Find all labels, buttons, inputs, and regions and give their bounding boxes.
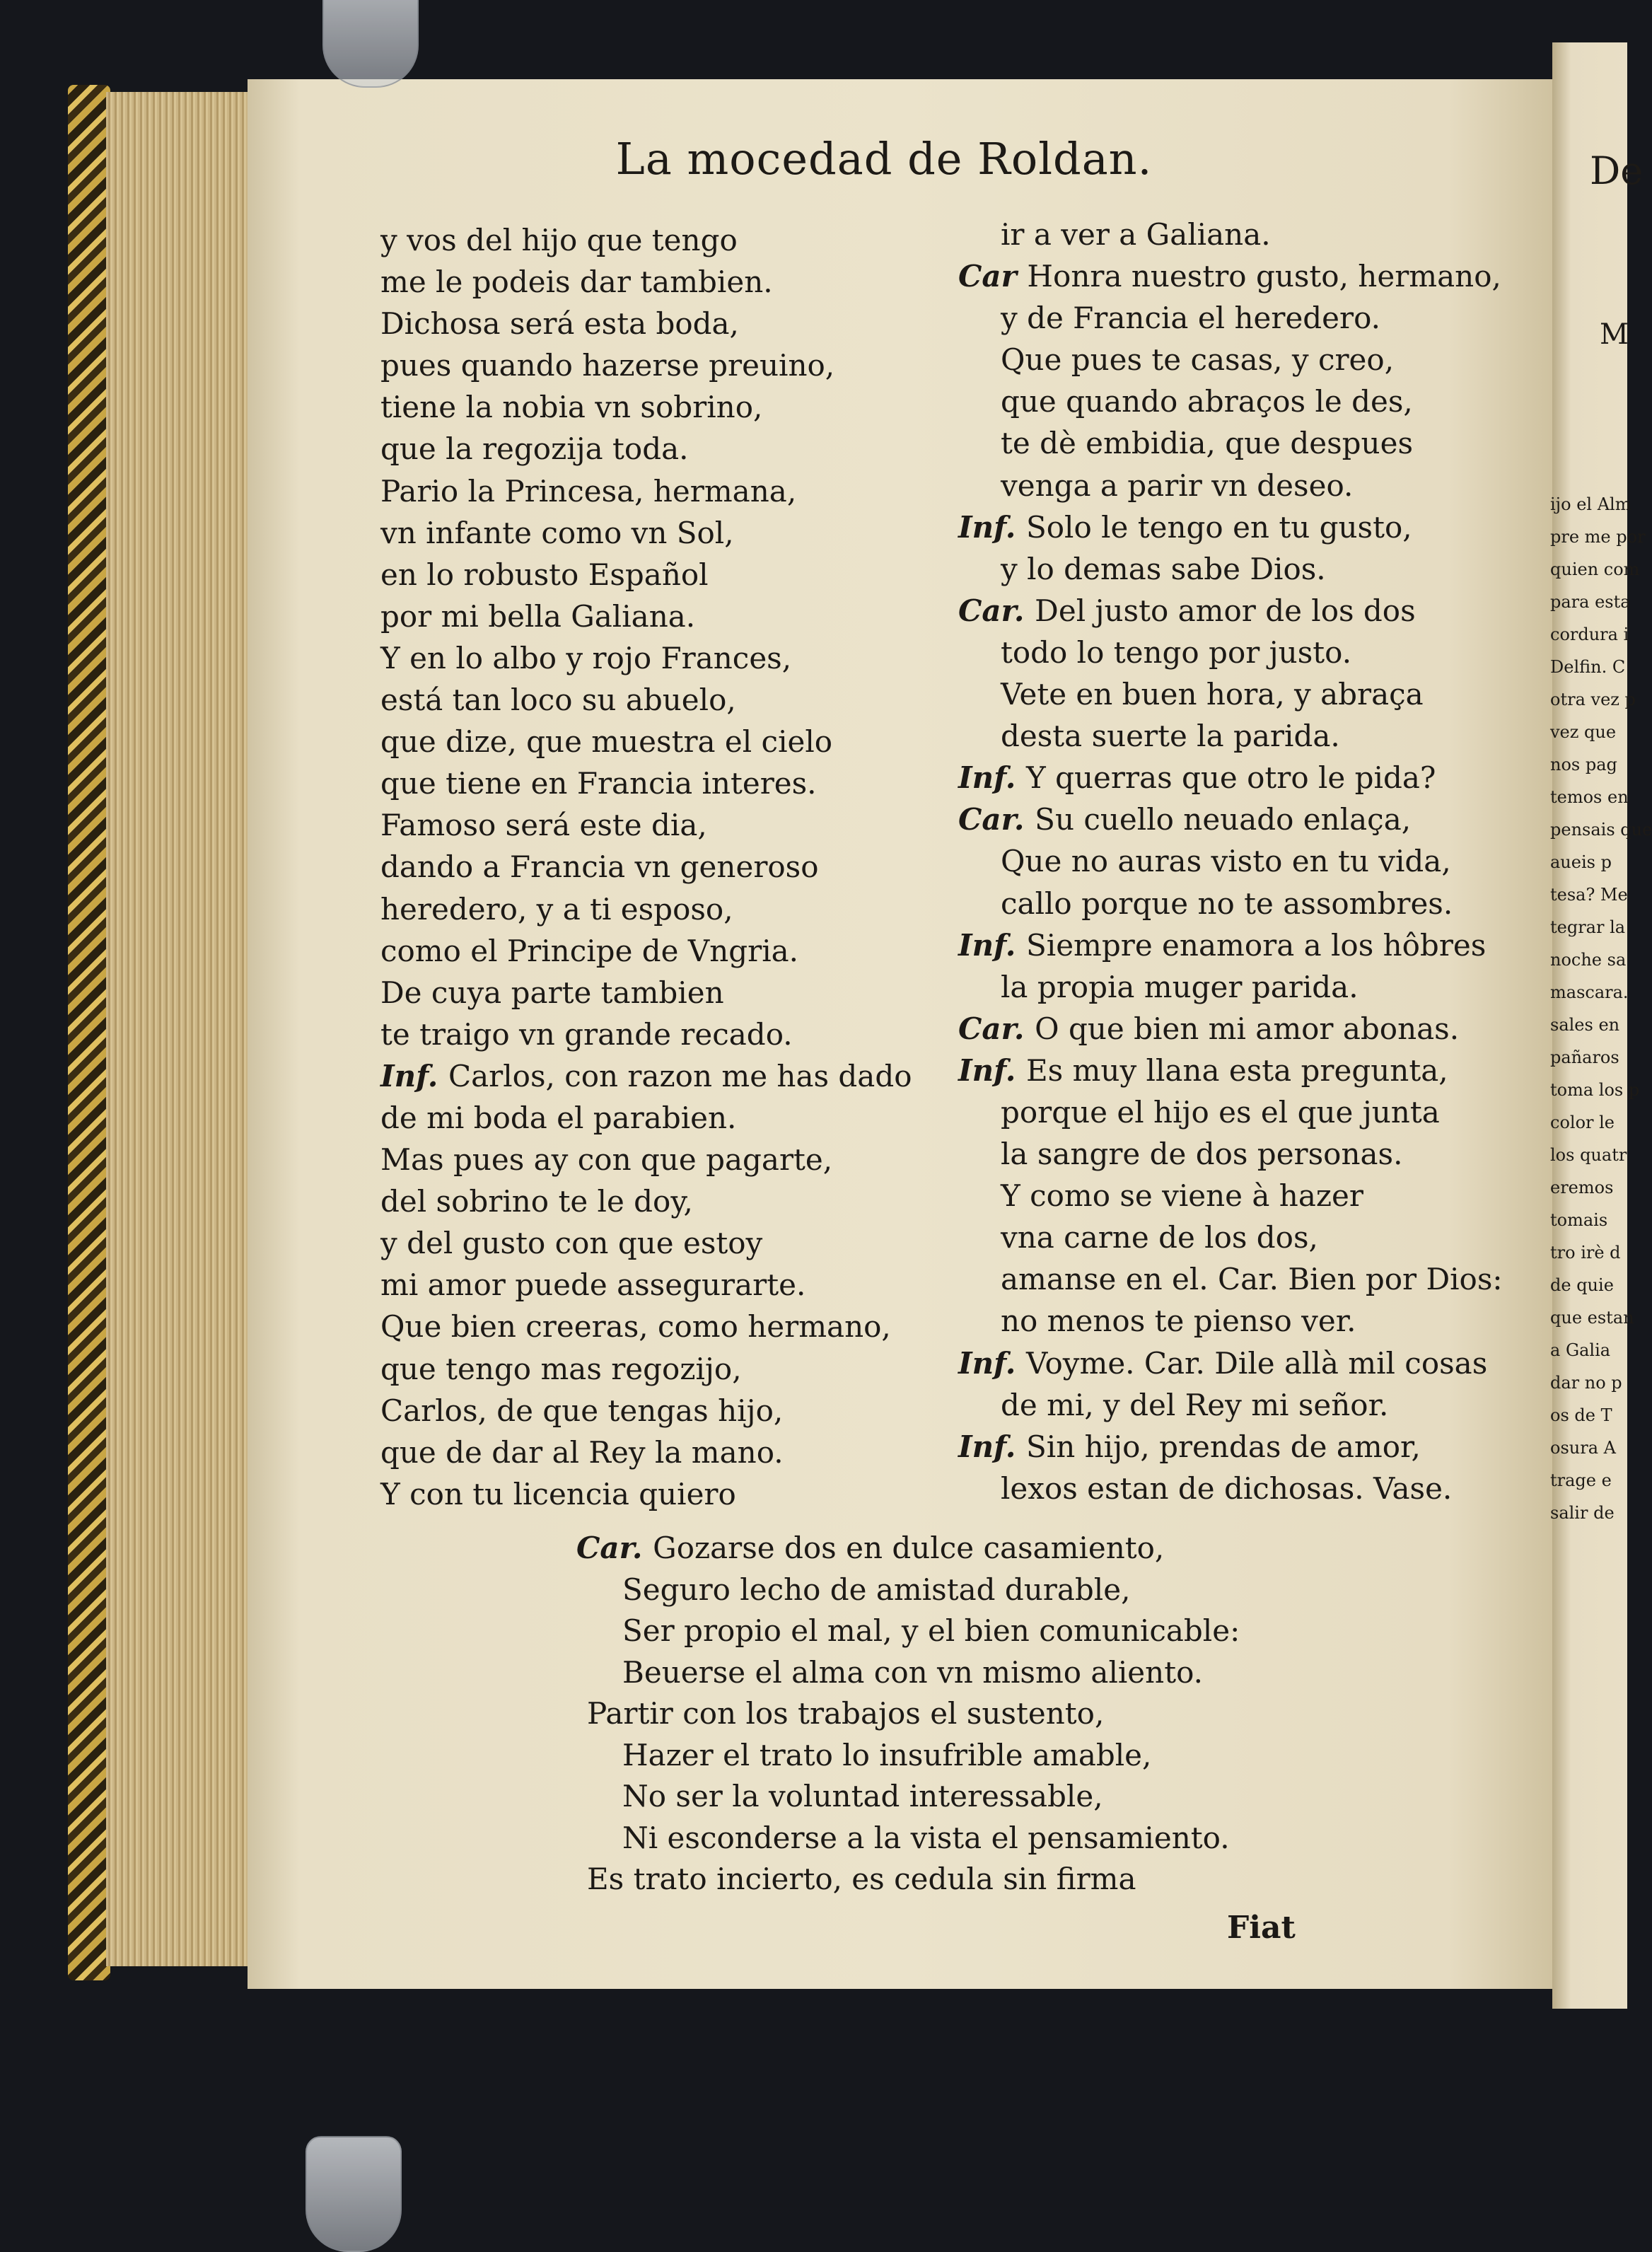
fragment-line: vez que (1550, 722, 1617, 742)
verse-text: Sin hijo, prendas de amor, (1026, 1429, 1421, 1464)
verse-line (380, 303, 912, 344)
verse-text: vn infante como vn Sol, (380, 515, 734, 550)
fragment-line: quien com (1550, 559, 1640, 579)
verse-line (380, 1306, 912, 1347)
verse-line (576, 1528, 1240, 1569)
right-column (958, 214, 1503, 1509)
verse-line (380, 721, 912, 762)
verse-text: Dichosa será esta boda, (380, 306, 739, 342)
verse-text: que la regozija toda. (380, 431, 689, 467)
verse-line (380, 386, 912, 428)
verse-line (958, 1133, 1503, 1175)
verse-text: dando a Francia vn generoso (380, 849, 819, 885)
verse-line (380, 637, 912, 679)
left-column (380, 219, 912, 1515)
speaker-label: Car. (958, 802, 1035, 837)
verse-text: Hazer el trato lo insufrible amable, (622, 1737, 1152, 1772)
verse-text: amanse en el. Car. Bien por Dios: (1001, 1262, 1503, 1297)
verse-line (958, 715, 1503, 757)
verse-text: tiene la nobia vn sobrino, (380, 390, 763, 425)
verse-line (958, 339, 1503, 381)
verse-text: Siempre enamora a los hôbres (1026, 927, 1487, 963)
verse-text: Partir con los trabajos el sustento, (587, 1696, 1105, 1731)
verse-text: venga a parir vn deseo. (1001, 468, 1354, 503)
verse-line (958, 1258, 1503, 1300)
verse-text: heredero, y a ti esposo, (380, 891, 733, 927)
verse-line (380, 1473, 912, 1515)
verse-text: todo lo tengo por justo. (1001, 634, 1352, 670)
fragment-line: tegrar la (1550, 917, 1626, 937)
fragment-line: Delfin. C (1550, 657, 1626, 677)
speaker-label: Inf. (958, 927, 1026, 963)
fragment-line: salir de (1550, 1503, 1615, 1523)
verse-line (958, 1426, 1503, 1468)
speaker-label: Inf. (958, 1345, 1026, 1381)
verse-text: Que no auras visto en tu vida, (1001, 844, 1451, 879)
fragment-line: tesa? Me (1550, 885, 1628, 905)
verse-text: desta suerte la parida. (1001, 719, 1340, 754)
verse-line (380, 1055, 912, 1097)
verse-line (380, 846, 912, 888)
verse-text: te dè embidia, que despues (1001, 426, 1414, 461)
fragment-line: cordura i (1550, 625, 1629, 644)
verse-text: no menos te pienso ver. (1001, 1304, 1356, 1339)
fragment-line: mascara. (1550, 982, 1629, 1002)
fragment-line: sales en (1550, 1015, 1620, 1035)
verse-text: y del gusto con que estoy (380, 1226, 763, 1261)
verse-text: que quando abraços le des, (1001, 384, 1413, 419)
verse-line (958, 1050, 1503, 1091)
verse-line (958, 1384, 1503, 1426)
verse-text: Ni esconderse a la vista el pensamiento. (622, 1820, 1230, 1855)
fragment-line: dar no p (1550, 1373, 1622, 1393)
verse-text: Carlos, de que tengas hijo, (380, 1393, 784, 1428)
speaker-label: Inf. (958, 760, 1026, 796)
verse-line (958, 1175, 1503, 1217)
verse-line (958, 1342, 1503, 1384)
verse-line (958, 422, 1503, 464)
verse-line (958, 673, 1503, 715)
running-title: La mocedad de Roldan. (615, 133, 1153, 185)
verse-text: vna carne de los dos, (1001, 1220, 1318, 1255)
verse-line (576, 1818, 1240, 1859)
verse-line (380, 512, 912, 554)
next-page-letter: M (1600, 318, 1629, 351)
verse-text: Vete en buen hora, y abraça (1001, 677, 1424, 712)
fragment-line: temos en (1550, 787, 1629, 807)
verse-text: Que pues te casas, y creo, (1001, 342, 1395, 378)
verse-line (380, 261, 912, 303)
fragment-line: pensais que (1550, 820, 1652, 840)
verse-line (380, 1222, 912, 1264)
page-clip-top (322, 0, 419, 88)
verse-line (380, 1014, 912, 1055)
verse-line (958, 1468, 1503, 1509)
verse-line (958, 757, 1503, 799)
verse-text: Y querras que otro le pida? (1026, 760, 1436, 796)
next-page-title-fragment: De (1590, 149, 1644, 193)
gilt-cover-edge (68, 85, 110, 1980)
verse-text: que de dar al Rey la mano. (380, 1434, 784, 1470)
speaker-label: Car. (958, 1011, 1035, 1046)
verse-line (958, 1091, 1503, 1133)
verse-line (380, 1348, 912, 1390)
speaker-label: Inf. (958, 1052, 1026, 1088)
verse-text: Es muy llana esta pregunta, (1026, 1052, 1448, 1088)
verse-text: en lo robusto Español (380, 557, 709, 592)
verse-text: de mi boda el parabien. (380, 1100, 737, 1135)
verse-line (958, 632, 1503, 673)
fragment-line: ijo el Alm (1550, 494, 1631, 514)
verse-text: Voyme. Car. Dile allà mil cosas (1026, 1345, 1488, 1381)
speaker-label: Car. (576, 1531, 653, 1565)
verse-line (380, 219, 912, 261)
verse-line (958, 1008, 1503, 1050)
verse-text: que tengo mas regozijo, (380, 1351, 742, 1386)
verse-line (576, 1652, 1240, 1694)
verse-text: Su cuello neuado enlaça, (1035, 802, 1412, 837)
verse-text: ir a ver a Galiana. (1001, 217, 1271, 252)
verse-text: Gozarse dos en dulce casamiento, (653, 1531, 1165, 1565)
next-page-text-fragments (1550, 488, 1652, 1529)
verse-text: la propia muger parida. (1001, 969, 1359, 1004)
verse-text: Pario la Princesa, hermana, (380, 473, 797, 509)
verse-text: y lo demas sabe Dios. (1001, 551, 1326, 586)
fragment-line: os de T (1550, 1405, 1612, 1425)
verse-line (380, 972, 912, 1014)
verse-line (380, 1139, 912, 1180)
fragment-line: eremos (1550, 1178, 1614, 1197)
verse-line (380, 679, 912, 721)
verse-text: Beuerse el alma con vn mismo aliento. (622, 1654, 1203, 1690)
verse-text: por mi bella Galiana. (380, 598, 696, 634)
verse-text: Solo le tengo en tu gusto, (1026, 509, 1412, 545)
verse-line (380, 554, 912, 596)
verse-line (380, 470, 912, 512)
fragment-line: de quie (1550, 1275, 1614, 1295)
verse-text: y vos del hijo que tengo (380, 223, 738, 257)
verse-line (958, 214, 1503, 255)
verse-text: del sobrino te le doy, (380, 1184, 693, 1219)
verse-text: pues quando hazerse preuino, (380, 348, 835, 383)
verse-line (576, 1859, 1240, 1900)
verse-text: callo porque no te assombres. (1001, 886, 1453, 921)
verse-line (380, 804, 912, 846)
speaker-label: Car (958, 259, 1028, 294)
verse-text: Y como se viene à hazer (1001, 1178, 1363, 1214)
verse-text: O que bien mi amor abonas. (1035, 1011, 1460, 1046)
verse-line (576, 1735, 1240, 1777)
fragment-line: los quatr (1550, 1145, 1627, 1165)
verse-line (380, 428, 912, 470)
verse-text: de mi, y del Rey mi señor. (1001, 1387, 1389, 1422)
speaker-label: Inf. (958, 509, 1026, 545)
fragment-line: nos pag (1550, 755, 1617, 774)
verse-line (380, 1432, 912, 1473)
verse-text: está tan loco su abuelo, (380, 683, 736, 718)
verse-line (958, 1217, 1503, 1258)
fragment-line: para esta (1550, 592, 1631, 612)
verse-line (380, 344, 912, 386)
fragment-line: noche sa (1550, 950, 1627, 970)
verse-text: Que bien creeras, como hermano, (380, 1309, 891, 1345)
verse-line (958, 548, 1503, 590)
verse-text: Carlos, con razon me has dado (448, 1058, 912, 1093)
fragment-line: pañaros (1550, 1047, 1619, 1067)
verse-text: que dize, que muestra el cielo (380, 724, 833, 760)
verse-line (958, 255, 1503, 297)
verse-text: Mas pues ay con que pagarte, (380, 1142, 833, 1178)
verse-text: De cuya parte tambien (380, 975, 724, 1010)
verse-text: mi amor puede assegurarte. (380, 1267, 806, 1303)
catchword: Fiat (1227, 1910, 1296, 1946)
verse-line (380, 596, 912, 637)
fragment-line: trage e (1550, 1470, 1612, 1490)
verse-text: Es trato incierto, es cedula sin firma (587, 1862, 1136, 1896)
verse-line (958, 381, 1503, 422)
verse-text: la sangre de dos personas. (1001, 1137, 1403, 1172)
verse-text: No ser la voluntad interessable, (622, 1779, 1103, 1813)
verse-line (958, 924, 1503, 966)
verse-line (958, 465, 1503, 506)
verse-line (576, 1776, 1240, 1818)
verse-text: como el Principe de Vngria. (380, 933, 799, 968)
verse-text: me le podeis dar tambien. (380, 265, 773, 300)
verse-line (958, 506, 1503, 548)
verse-line (380, 1180, 912, 1222)
fragment-line: otra vez p (1550, 690, 1636, 709)
fragment-line: toma los p (1550, 1080, 1640, 1100)
verse-line (958, 590, 1503, 632)
speaker-label: Inf. (958, 1429, 1026, 1464)
fragment-line: que estan (1550, 1308, 1634, 1328)
verse-line (576, 1693, 1240, 1735)
verse-line (576, 1569, 1240, 1611)
verse-text: Famoso será este dia, (380, 808, 707, 843)
verse-line (380, 1264, 912, 1306)
verse-line (380, 888, 912, 930)
verse-line (380, 1390, 912, 1432)
verse-text: Honra nuestro gusto, hermano, (1027, 259, 1501, 294)
fragment-line: a Galia (1550, 1340, 1611, 1360)
verse-text: Seguro lecho de amistad durable, (622, 1572, 1131, 1607)
verse-text: te traigo vn grande recado. (380, 1016, 793, 1052)
fragment-line: tro irè d (1550, 1243, 1621, 1263)
speaker-label: Inf. (380, 1058, 448, 1093)
page-clip-bottom (306, 2136, 402, 2252)
verse-line (958, 1300, 1503, 1342)
verse-line (958, 840, 1503, 882)
verse-line (958, 799, 1503, 840)
verse-text: que tiene en Francia interes. (380, 766, 817, 801)
verse-line (958, 883, 1503, 924)
speaker-label: Car. (958, 593, 1035, 628)
fragment-line: osura A (1550, 1438, 1616, 1458)
fragment-line: tomais (1550, 1210, 1608, 1230)
verse-text: Y en lo albo y rojo Frances, (380, 640, 792, 675)
verse-line (380, 1097, 912, 1139)
fragment-line: pre me por (1550, 527, 1646, 547)
verse-text: Del justo amor de los dos (1035, 593, 1416, 628)
verse-text: lexos estan de dichosas. Vase. (1001, 1470, 1453, 1506)
verse-line (576, 1610, 1240, 1652)
verse-line (380, 762, 912, 804)
verse-line (958, 966, 1503, 1008)
verse-line (958, 297, 1503, 339)
verse-text: Ser propio el mal, y el bien comunicable: (622, 1613, 1240, 1648)
page-fore-edge (106, 92, 251, 1966)
verse-text: Y con tu licencia quiero (380, 1476, 736, 1511)
verse-text: y de Francia el heredero. (1001, 301, 1381, 336)
sonnet-block (576, 1528, 1240, 1900)
verse-text: porque el hijo es el que junta (1001, 1094, 1440, 1130)
fragment-line: aueis p (1550, 852, 1612, 872)
fragment-line: color le (1550, 1113, 1615, 1132)
verse-line (380, 930, 912, 972)
